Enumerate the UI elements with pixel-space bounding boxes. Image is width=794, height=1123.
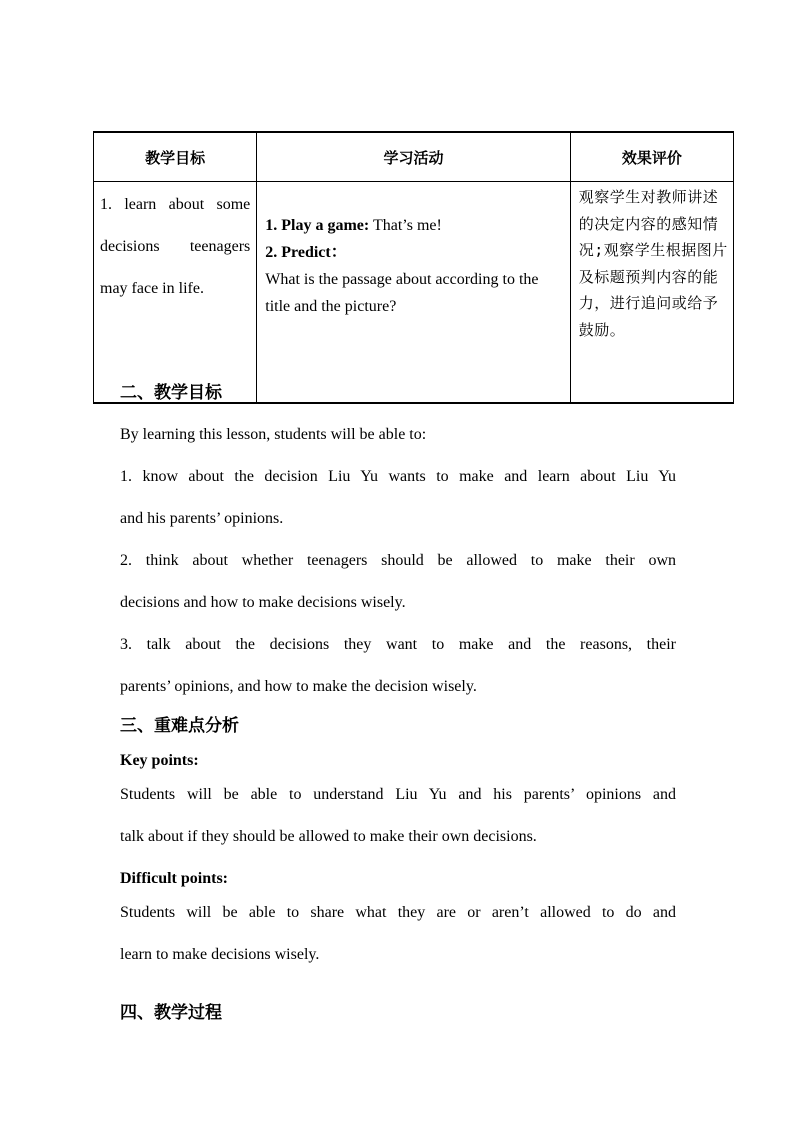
goal-1-line-2: and his parents’ opinions. [120, 510, 284, 527]
goal-cell: 1. learn about some decisions teenagers may face in life. [94, 182, 257, 404]
activity-item-2-label: 2. Predict： [265, 244, 347, 261]
difficult-points-label: Difficult points: [120, 870, 228, 887]
key-points-line-1: Students will be able to understand Liu Yu and his parents’ opinions and [120, 786, 676, 803]
section-key-difficult [120, 713, 676, 976]
header-activity: 学习活动 [257, 132, 570, 182]
goal-1-line-1: 1. know about the decision Liu Yu wants to make and learn about Liu Yu [120, 468, 676, 485]
goal-2-line-1: 2. think about whether teenagers should be allowed to make their own [120, 552, 676, 569]
goal-3-line-1: 3. talk about the decisions they want to make and the reasons, their [120, 636, 676, 653]
key-points-label: Key points: [120, 752, 199, 769]
section-teaching-process [120, 1000, 676, 1026]
activity-item-1 [265, 212, 563, 239]
section-teaching-goals [120, 380, 676, 708]
section-heading: 三、重难点分析 [120, 716, 239, 736]
activity-item-1-label: 1. Play a game: [265, 217, 370, 234]
key-points-line-2: talk about if they should be allowed to make their own decisions. [120, 828, 537, 845]
lesson-table [93, 131, 734, 404]
section-heading: 四、教学过程 [120, 1003, 222, 1023]
goal-3-line-2: parents’ opinions, and how to make the decision wisely. [120, 678, 477, 695]
goal-2-line-2: decisions and how to make decisions wisely. [120, 594, 406, 611]
intro-line: By learning this lesson, students will be able to: [120, 426, 427, 443]
header-evaluation: 效果评价 [570, 132, 733, 182]
header-goal: 教学目标 [94, 132, 257, 182]
activity-cell [257, 182, 570, 404]
difficult-points-line-1: Students will be able to share what they are or aren’t allowed to do and [120, 904, 676, 921]
difficult-points-line-2: learn to make decisions wisely. [120, 946, 320, 963]
evaluation-cell: 观察学生对教师讲述的决定内容的感知情况;观察学生根据图片及标题预判内容的能力，进行追问或给予鼓励。 [570, 182, 733, 404]
section-heading: 二、教学目标 [120, 383, 222, 403]
activity-item-2-text: What is the passage about according to the title and the picture? [265, 271, 539, 315]
activity-item-1-text: That’s me! [369, 217, 442, 234]
table-row [94, 182, 734, 404]
table-header-row [94, 132, 734, 182]
